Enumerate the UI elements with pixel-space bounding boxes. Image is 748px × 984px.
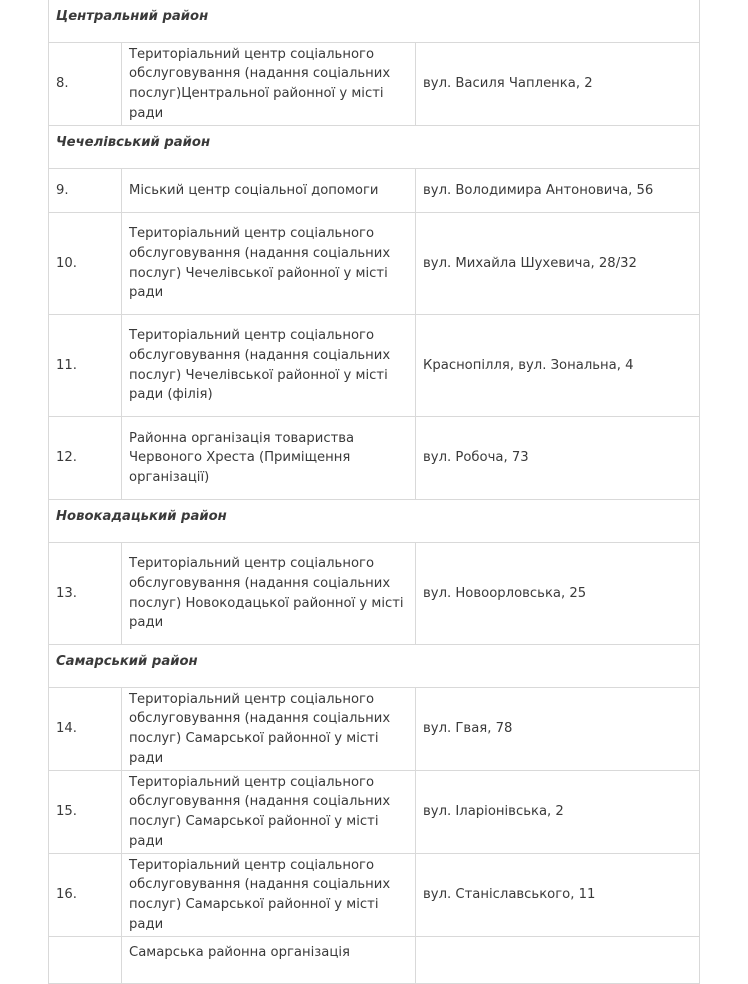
institution-name: Територіальний центр соціального обслуговування (надання соціальних послуг) Чечелівської районної у місті ради (122, 213, 416, 315)
row-number: 15. (49, 771, 122, 854)
table-row (49, 315, 700, 417)
address: вул. Василя Чапленка, 2 (416, 43, 700, 126)
row-number: 9. (49, 169, 122, 213)
table-row (49, 937, 700, 984)
table-row (49, 688, 700, 771)
row-number (49, 937, 122, 984)
table-row (49, 169, 700, 213)
institution-name: Територіальний центр соціального обслуговування (надання соціальних послуг)Центральної районної у місті ради (122, 43, 416, 126)
row-number: 11. (49, 315, 122, 417)
district-row (49, 126, 700, 169)
district-row (49, 0, 700, 43)
district-row (49, 500, 700, 543)
institution-name: Районна організація товариства Червоного Хреста (Приміщення організації) (122, 417, 416, 500)
district-name: Новокадацький район (49, 500, 700, 543)
district-name: Центральний район (49, 0, 700, 43)
row-number: 13. (49, 543, 122, 645)
row-number: 14. (49, 688, 122, 771)
district-name: Чечелівський район (49, 126, 700, 169)
address: вул. Іларіонівська, 2 (416, 771, 700, 854)
address: вул. Володимира Антоновича, 56 (416, 169, 700, 213)
institution-name: Територіальний центр соціального обслуговування (надання соціальних послуг) Самарської районної у місті ради (122, 771, 416, 854)
institution-name: Міський центр соціальної допомоги (122, 169, 416, 213)
table-row (49, 543, 700, 645)
institution-name: Самарська районна організація (122, 937, 416, 984)
address: вул. Новоорловська, 25 (416, 543, 700, 645)
row-number: 16. (49, 854, 122, 937)
institution-name: Територіальний центр соціального обслуговування (надання соціальних послуг) Самарської районної у місті ради (122, 688, 416, 771)
address: вул. Робоча, 73 (416, 417, 700, 500)
address (416, 937, 700, 984)
row-number: 12. (49, 417, 122, 500)
address: Краснопілля, вул. Зональна, 4 (416, 315, 700, 417)
district-name: Самарський район (49, 645, 700, 688)
institution-name: Територіальний центр соціального обслуговування (надання соціальних послуг) Самарської районної у місті ради (122, 854, 416, 937)
social-centers-table (48, 0, 700, 984)
district-row (49, 645, 700, 688)
table-row (49, 43, 700, 126)
address: вул. Михайла Шухевича, 28/32 (416, 213, 700, 315)
table-row (49, 854, 700, 937)
row-number: 10. (49, 213, 122, 315)
address: вул. Гвая, 78 (416, 688, 700, 771)
table-row (49, 417, 700, 500)
table-row (49, 213, 700, 315)
institution-name: Територіальний центр соціального обслуговування (надання соціальних послуг) Чечелівської районної у місті ради (філія) (122, 315, 416, 417)
row-number: 8. (49, 43, 122, 126)
address: вул. Станіславського, 11 (416, 854, 700, 937)
institution-name: Територіальний центр соціального обслуговування (надання соціальних послуг) Новокодацької районної у місті ради (122, 543, 416, 645)
table-row (49, 771, 700, 854)
